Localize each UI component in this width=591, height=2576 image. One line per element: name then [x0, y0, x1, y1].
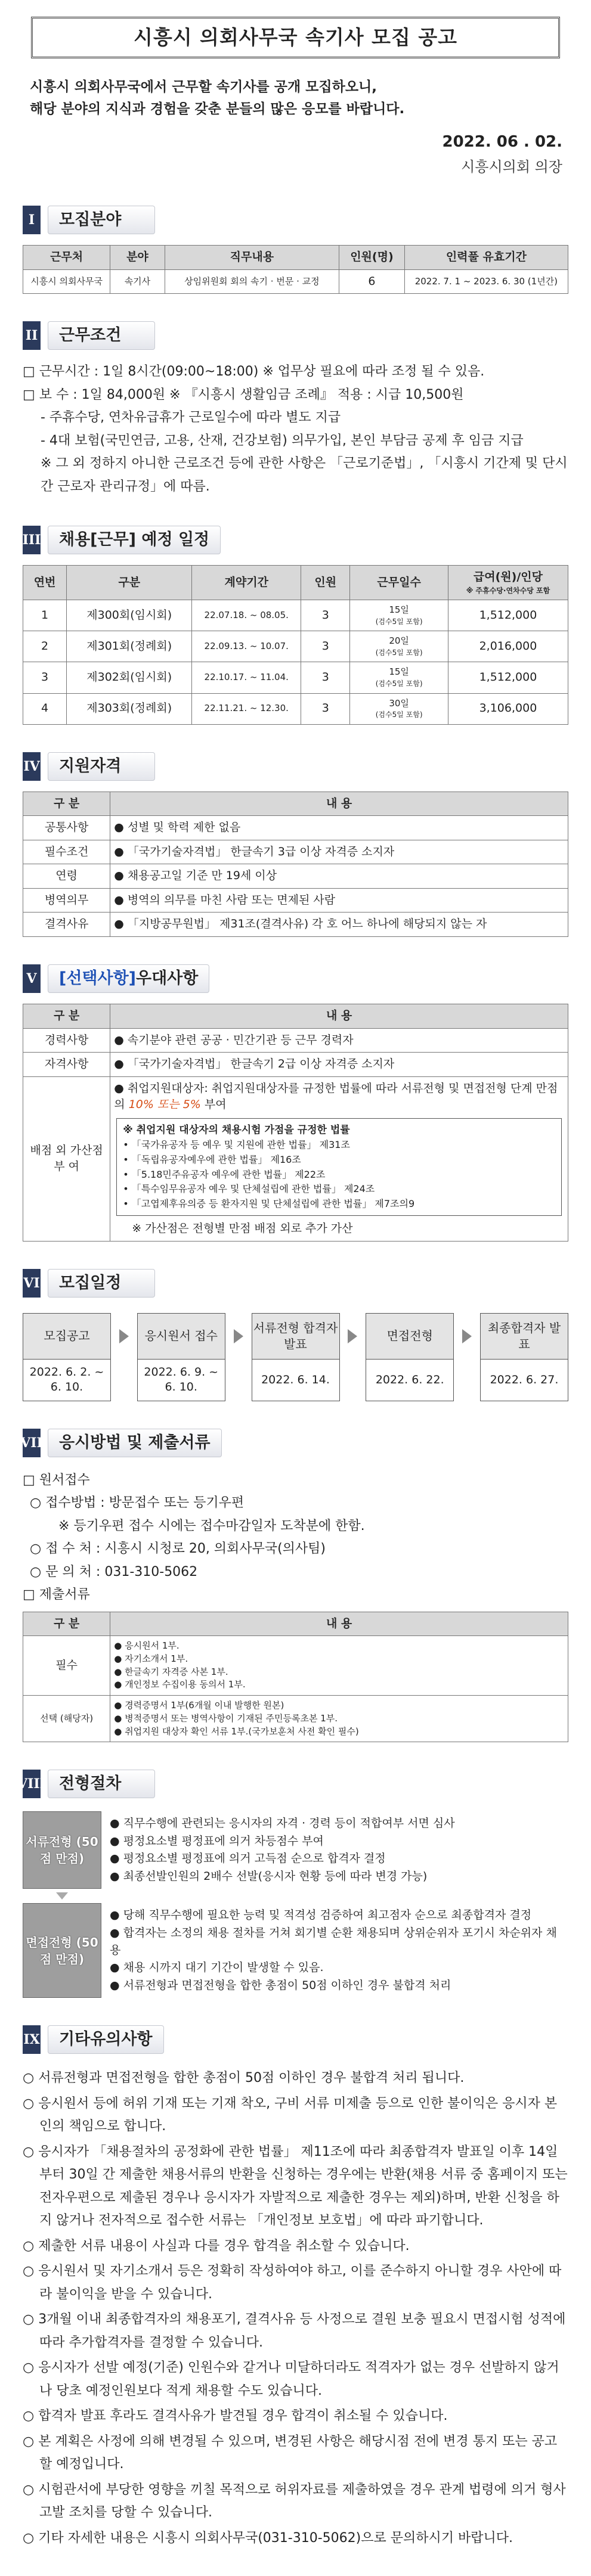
- table-cell: [350, 600, 448, 631]
- section-number: VI: [23, 1269, 41, 1298]
- table-cell: 2,016,000: [448, 631, 568, 662]
- step-item: ● 합격자는 소정의 채용 절차를 거쳐 회기별 순환 채용되며 상위순위자 포기시 차순위자 채용: [110, 1926, 557, 1957]
- apply-line: ○ 문 의 처 : 031-310-5062: [30, 1564, 198, 1579]
- table-cell: [350, 693, 448, 724]
- table-cell: 필수: [23, 1636, 110, 1696]
- section-title: 응시방법 및 제출서류: [48, 1429, 222, 1457]
- days: 15일: [389, 666, 409, 678]
- step-date: 2022. 6. 27.: [480, 1360, 568, 1401]
- table-cell: 3: [301, 600, 350, 631]
- table-cell: 22.09.13. ~ 10.07.: [192, 631, 301, 662]
- condition-line: - 주휴수당, 연차유급휴가 근로일수에 따라 별도 지급: [41, 410, 341, 426]
- notes-list: [23, 2067, 568, 2550]
- table-row: [23, 888, 568, 913]
- table-cell: 제300회(임시회): [67, 600, 192, 631]
- days: 15일: [389, 604, 409, 616]
- section-header: [23, 206, 568, 234]
- doc-item: ● 병적증명서 또는 병역사항이 기재된 주민등록초본 1부.: [114, 1712, 338, 1724]
- table-header: 내 용: [110, 792, 568, 816]
- table-header: 근무일수: [350, 566, 448, 600]
- step-label: 최종합격자 발 표: [480, 1313, 568, 1360]
- table-cell: 속기사: [110, 269, 165, 294]
- step-item: ● 서류전형과 면접전형을 합한 총점이 50점 이하인 경우 불합격 처리: [110, 1978, 451, 1992]
- days-note: (검수5일 포함): [375, 617, 423, 626]
- doc-item: ● 개인정보 수집이용 동의서 1부.: [114, 1679, 246, 1690]
- schedule-step: [480, 1313, 568, 1401]
- step-item: ● 최종선발인원의 2배수 선발(응시자 현황 등에 따라 변경 가능): [110, 1869, 428, 1883]
- law-list-title: ※ 취업지원 대상자의 채용시험 가점을 규정한 법률: [123, 1123, 350, 1136]
- table-row: [23, 1076, 568, 1241]
- table-cell: 결격사유: [23, 913, 110, 937]
- table-cell: 2022. 7. 1 ~ 2023. 6. 30 (1년간): [404, 269, 568, 294]
- apply-line: □ 원서접수: [23, 1472, 90, 1488]
- table-row: [23, 600, 568, 631]
- intro-line: 시흥시 의회사무국에서 근무할 속기사를 공개 모집하오니,: [30, 79, 378, 95]
- note-item: ○ 시험관서에 부당한 영향을 끼칠 목적으로 허위자료를 제출하였을 경우 관계 법령에 의거 형사고발 조치를 당할 수 있습니다.: [23, 2482, 566, 2521]
- table-row: [23, 840, 568, 864]
- table-header: 구 분: [23, 792, 110, 816]
- table-header: 근무처: [23, 246, 110, 270]
- table-row: [23, 913, 568, 937]
- table-row: [23, 693, 568, 724]
- interview-step: [23, 1903, 568, 1998]
- table-cell: [110, 1076, 568, 1241]
- table-cell: 상임위원회 회의 속기 · 번문 · 교정: [165, 269, 339, 294]
- schedule-step: [137, 1313, 225, 1401]
- step-label: 모집공고: [23, 1313, 111, 1360]
- table-row: [23, 864, 568, 889]
- preference-table: [23, 1004, 568, 1242]
- doc-item: ● 자기소개서 1부.: [114, 1653, 188, 1664]
- section-number: I: [23, 206, 41, 234]
- table-row: [23, 1636, 568, 1696]
- intro-line: 해당 분야의 지식과 경험을 갖춘 분들의 많은 응모를 바랍니다.: [30, 101, 405, 117]
- section-number: IV: [23, 752, 41, 781]
- days-note: (검수5일 포함): [375, 679, 423, 688]
- table-cell: 연령: [23, 864, 110, 889]
- page-title: 시흥시 의회사무국 속기사 모집 공고: [31, 17, 560, 58]
- note-item: ○ 응시원서 등에 허위 기재 또는 기재 착오, 구비 서류 미제출 등으로 인한 불이익은 응시자 본인의 책임으로 합니다.: [23, 2096, 558, 2134]
- table-cell: 22.10.17. ~ 11.04.: [192, 662, 301, 693]
- note-item: ○ 제출한 서류 내용이 사실과 다를 경우 합격을 취소할 수 있습니다.: [23, 2238, 410, 2254]
- arrow-down-icon: [56, 1892, 68, 1900]
- application-method: [23, 1469, 568, 1607]
- section-title: 지원자격: [48, 752, 155, 781]
- section-number: VIII: [23, 1770, 41, 1798]
- table-cell: ● 병역의 의무를 마친 사람 또는 면제된 사람: [110, 888, 568, 913]
- step-label: 서류전형 (50점 만점): [23, 1811, 101, 1889]
- table-cell: 자격사항: [23, 1053, 110, 1077]
- section-number: III: [23, 526, 41, 554]
- law-item: • 「5.18민주유공자 예우에 관한 법률」 제22조: [123, 1168, 326, 1180]
- table-header: 내 용: [110, 1612, 568, 1636]
- apply-line: ○ 접수방법 : 방문접수 또는 등기우편: [30, 1495, 245, 1511]
- table-row: [23, 1053, 568, 1077]
- step-date: 2022. 6. 9. ~ 6. 10.: [137, 1360, 225, 1401]
- table-cell: 22.07.18. ~ 08.05.: [192, 600, 301, 631]
- table-header: 연번: [23, 566, 67, 600]
- table-cell: ● 채용공고일 기준 만 19세 이상: [110, 864, 568, 889]
- table-cell: [110, 1696, 568, 1742]
- section-header: [23, 1269, 568, 1298]
- table-header: 인력풀 유효기간: [404, 246, 568, 270]
- condition-line: □ 근무시간 : 1일 8시간(09:00~18:00) ※ 업무상 필요에 따라 조정 될 수 있음.: [23, 364, 485, 380]
- table-header: [448, 566, 568, 600]
- days: 20일: [389, 635, 409, 647]
- note-item: ○ 기타 자세한 내용은 시흥시 의회사무국(031-310-5062)으로 문의하시기 바랍니다.: [23, 2530, 513, 2546]
- step-label: 면접전형 (50점 만점): [23, 1903, 101, 1998]
- section-header: [23, 321, 568, 350]
- apply-line: ※ 등기우편 접수 시에는 접수마감일자 도착분에 한함.: [58, 1518, 365, 1534]
- table-row: [23, 631, 568, 662]
- table-header: 직무내용: [165, 246, 339, 270]
- law-list-box: [116, 1118, 562, 1216]
- law-item: • 「특수임무유공자 예우 및 단체설립에 관한 법률」 제24조: [123, 1183, 375, 1195]
- table-cell: 배점 외 가산점 부 여: [23, 1076, 110, 1241]
- law-item: • 「고엽제후유의증 등 환자지원 및 단체설립에 관한 법률」 제7조의9: [123, 1198, 415, 1210]
- table-cell: 제301회(정례회): [67, 631, 192, 662]
- note-item: ○ 합격자 발표 후라도 결격사유가 발견될 경우 합격이 취소될 수 있습니다.: [23, 2409, 448, 2424]
- section-title: 근무조건: [48, 321, 155, 350]
- note-item: ○ 응시원서 및 자기소개서 등은 정확히 작성하여야 하고, 이를 준수하지 아니할 경우 사안에 따라 불이익을 받을 수 있습니다.: [23, 2264, 562, 2302]
- law-item: • 「독립유공자예우에 관한 법률」 제16조: [123, 1153, 301, 1165]
- table-cell: 3,106,000: [448, 693, 568, 724]
- step-item: ● 당해 직무수행에 필요한 능력 및 적격성 검증하여 최고점자 순으로 최종합격자 결정: [110, 1908, 532, 1922]
- screening-step: [23, 1811, 568, 1889]
- step-body: [101, 1903, 568, 1998]
- header-text: 급여(원)/인당: [473, 570, 543, 584]
- table-cell: ● 성별 및 학력 제한 없음: [110, 816, 568, 840]
- section-number: VII: [23, 1429, 41, 1457]
- table-cell: 1: [23, 600, 67, 631]
- title-highlight: [선택사항]: [59, 969, 137, 988]
- section-header: [23, 752, 568, 781]
- table-cell: 1,512,000: [448, 600, 568, 631]
- title-text: 우대사항: [136, 969, 199, 988]
- table-cell: 2: [23, 631, 67, 662]
- table-cell: 선택 (해당자): [23, 1696, 110, 1742]
- step-date: 2022. 6. 2. ~ 6. 10.: [23, 1360, 111, 1401]
- table-row: [23, 1696, 568, 1742]
- table-cell: 제303회(정례회): [67, 693, 192, 724]
- step-date: 2022. 6. 22.: [366, 1360, 454, 1401]
- table-cell: 제302회(임시회): [67, 662, 192, 693]
- bonus-text: [114, 1081, 564, 1113]
- table-header: 인원: [301, 566, 350, 600]
- table-cell: ● 「지방공무원법」 제31조(결격사유) 각 호 어느 하나에 해당되지 않는 자: [110, 913, 568, 937]
- intro-text: [30, 76, 561, 120]
- header-note: ※ 주휴수당·연차수당 포함: [466, 586, 550, 595]
- section-title: 전형절차: [48, 1770, 155, 1798]
- note-item: ○ 응시자가 「채용절차의 공정화에 관한 법률」 제11조에 따라 최종합격자 발표일 이후 14일부터 30일 간 제출한 채용서류의 반환을 신청하는 경우에는 반환(채용 서류 중 홈페이지 또는 전자우편으로 제출된 경우나 응시자가 자발적으로 제출한 경우는 제외)하며, 반환 신청을 하지 않거나 전자적으로 접수한 서류는 「개인정보 보호법」에 따라 파기합니다.: [23, 2144, 568, 2229]
- table-cell: 4: [23, 693, 67, 724]
- section-number: IX: [23, 2025, 41, 2054]
- schedule-table: [23, 565, 568, 725]
- doc-item: ● 경력증명서 1부(6개월 이내 발행한 원본): [114, 1700, 284, 1711]
- days: 30일: [389, 697, 409, 709]
- table-cell: 공통사항: [23, 816, 110, 840]
- law-item-text: 「5.18민주유공자 예우에 관한 법률」 제22조: [131, 1168, 326, 1180]
- days-note: (검수5일 포함): [375, 648, 423, 657]
- days-note: (검수5일 포함): [375, 710, 423, 719]
- bonus-desc: ● 취업지원대상자: 취업지원대상자를 규정한 법률에 따라 서류전형 및 면접전형 단계 만점의: [114, 1081, 558, 1112]
- table-row: [23, 662, 568, 693]
- table-cell: 22.11.21. ~ 12.30.: [192, 693, 301, 724]
- table-header: 인원(명): [339, 246, 405, 270]
- section-header: [17, 1770, 568, 1798]
- table-header: 구 분: [23, 1612, 110, 1636]
- recruit-field-table: [23, 245, 568, 294]
- step-label: 서류전형 합격자 발표: [252, 1313, 340, 1360]
- schedule-step: [252, 1313, 340, 1401]
- table-cell: 필수조건: [23, 840, 110, 864]
- law-item-text: 「독립유공자예우에 관한 법률」 제16조: [131, 1153, 301, 1165]
- table-header: 구분: [67, 566, 192, 600]
- table-cell: 시흥시 의회사무국: [23, 269, 110, 294]
- note-item: ○ 서류전형과 면접전형을 합한 총점이 50점 이하인 경우 불합격 처리 됩니다.: [23, 2071, 465, 2086]
- apply-line: □ 제출서류: [23, 1587, 90, 1603]
- table-header: 구 분: [23, 1004, 110, 1028]
- documents-table: [23, 1612, 568, 1743]
- law-item-text: 「고엽제후유의증 등 환자지원 및 단체설립에 관한 법률」 제7조의9: [131, 1198, 415, 1210]
- section-title: 채용[근무] 예정 일정: [48, 526, 221, 554]
- step-item: ● 직무수행에 관련되는 응시자의 자격 · 경력 등이 적합여부 서면 심사: [110, 1817, 455, 1830]
- table-cell: [350, 631, 448, 662]
- section-title: [48, 964, 209, 993]
- step-date: 2022. 6. 14.: [252, 1360, 340, 1401]
- table-cell: 3: [23, 662, 67, 693]
- schedule-step: [366, 1313, 454, 1401]
- table-cell: 3: [301, 693, 350, 724]
- table-header: 분야: [110, 246, 165, 270]
- doc-item: ● 한글속기 자격증 사본 1부.: [114, 1666, 228, 1677]
- condition-line: ※ 그 외 정하지 아니한 근로조건 등에 관한 사항은 「근로기준법」, 「시흥시 기간제 및 단시간 근로자 관리규정」에 따름.: [41, 456, 568, 494]
- condition-line: □ 보 수 : 1일 84,000원 ※ 『시흥시 생활임금 조례』 적용 : 시급 10,500원: [23, 387, 464, 402]
- step-item: ● 채용 시까지 대기 기간이 발생할 수 있음.: [110, 1961, 324, 1975]
- notice-issuer: 시흥시의회 의장: [461, 158, 562, 175]
- section-title: 모집분야: [48, 206, 155, 234]
- law-item-text: 「특수임무유공자 예우 및 단체설립에 관한 법률」 제24조: [131, 1183, 375, 1195]
- arrow-right-icon: [232, 1313, 245, 1360]
- table-header: 내 용: [110, 1004, 568, 1028]
- bonus-percent: 10% 또는 5%: [128, 1098, 201, 1112]
- note-item: ○ 본 계획은 사정에 의해 변경될 수 있으며, 변경된 사항은 해당시점 전에 변경 통지 또는 공고할 예정입니다.: [23, 2434, 558, 2472]
- qualification-table: [23, 792, 568, 937]
- section-header: [20, 1429, 568, 1457]
- step-label: 면접전형: [366, 1313, 454, 1360]
- table-cell: ● 속기분야 관련 공공 · 민간기관 등 근무 경력자: [110, 1028, 568, 1053]
- doc-item: ● 취업지원 대상자 확인 서류 1부.(국가보훈처 사전 확인 필수): [114, 1725, 359, 1737]
- table-row: [23, 1028, 568, 1053]
- section-number: II: [23, 321, 41, 350]
- notice-date: 2022. 06 . 02.: [442, 132, 562, 151]
- schedule-flow: [23, 1313, 568, 1401]
- step-body: [101, 1811, 568, 1889]
- table-header: 계약기간: [192, 566, 301, 600]
- section-header: [23, 526, 568, 554]
- step-item: ● 평정요소별 평정표에 의거 차등점수 부여: [110, 1834, 324, 1848]
- table-cell: 3: [301, 662, 350, 693]
- law-item: • 「국가유공자 등 예우 및 지원에 관한 법률」 제31조: [123, 1139, 350, 1151]
- table-cell: [110, 1636, 568, 1696]
- table-cell: [350, 662, 448, 693]
- section-header: [23, 964, 568, 993]
- section-number: V: [23, 964, 41, 993]
- apply-line: ○ 접 수 처 : 시흥시 시청로 20, 의회사무국(의사팀): [30, 1541, 326, 1557]
- table-cell: ● 「국가기술자격법」 한글속기 3급 이상 자격증 소지자: [110, 840, 568, 864]
- table-cell: 3: [301, 631, 350, 662]
- work-conditions: [23, 361, 568, 498]
- table-cell: 1,512,000: [448, 662, 568, 693]
- table-row: [23, 816, 568, 840]
- table-cell: ● 「국가기술자격법」 한글속기 2급 이상 자격증 소지자: [110, 1053, 568, 1077]
- table-row: [23, 269, 568, 294]
- doc-item: ● 응시원서 1부.: [114, 1640, 180, 1652]
- table-cell: 6: [339, 269, 405, 294]
- arrow-right-icon: [117, 1313, 131, 1360]
- section-title: 기타유의사항: [48, 2025, 164, 2054]
- schedule-step: [23, 1313, 111, 1401]
- condition-line: - 4대 보험(국민연금, 고용, 산재, 건강보험) 의무가입, 본인 부담금 공제 후 임금 지급: [41, 433, 524, 448]
- law-item-text: 「국가유공자 등 예우 및 지원에 관한 법률」 제31조: [131, 1139, 350, 1151]
- arrow-right-icon: [460, 1313, 474, 1360]
- bonus-tail: 부여: [200, 1098, 227, 1112]
- arrow-right-icon: [346, 1313, 359, 1360]
- table-cell: 경력사항: [23, 1028, 110, 1053]
- note-item: ○ 3개월 이내 최종합격자의 채용포기, 결격사유 등 사정으로 결원 보충 필요시 면접시험 성적에 따라 추가합격자를 결정할 수 있습니다.: [23, 2312, 566, 2350]
- table-cell: 병역의무: [23, 888, 110, 913]
- step-label: 응시원서 접수: [137, 1313, 225, 1360]
- bonus-note: ※ 가산점은 전형별 만점 배점 외로 추가 가산: [132, 1222, 353, 1236]
- section-title: 모집일정: [48, 1269, 155, 1298]
- note-item: ○ 응시자가 선발 예정(기준) 인원수와 같거나 미달하더라도 적격자가 없는 경우 선발하지 않거나 당초 예정인원보다 적게 채용할 수도 있습니다.: [23, 2360, 559, 2398]
- section-header: [23, 2025, 568, 2054]
- step-item: ● 평정요소별 평정표에 의거 고득점 순으로 합격자 결정: [110, 1852, 386, 1866]
